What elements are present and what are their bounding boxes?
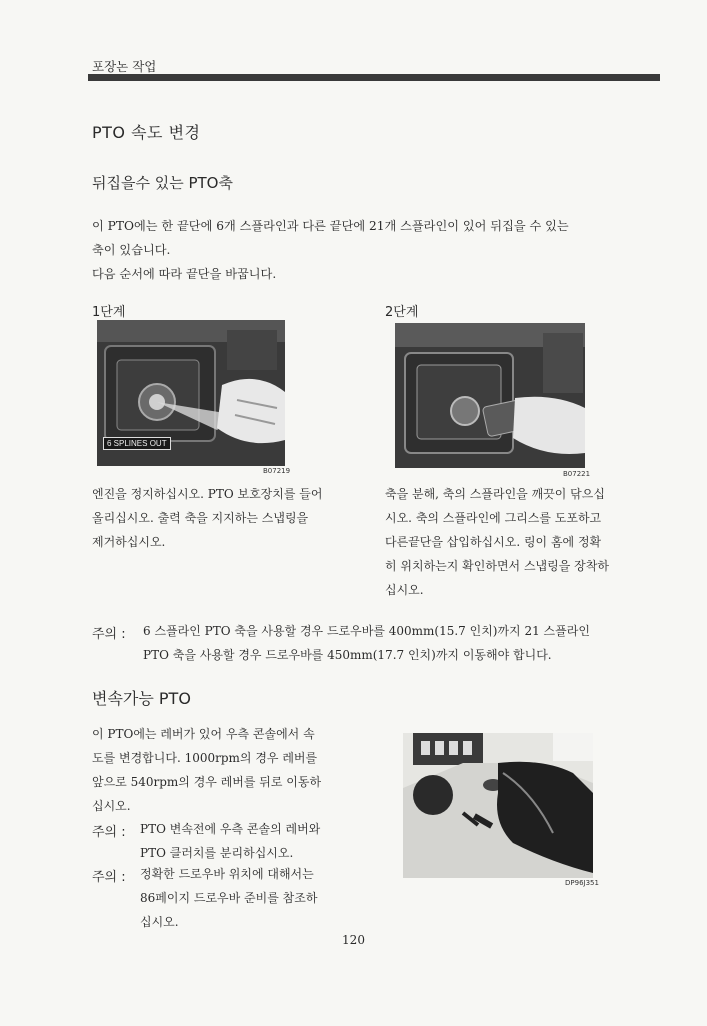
splines-out-label: 6 SPLINES OUT: [103, 437, 171, 450]
note-b-text: [140, 862, 365, 934]
step-2-photo: [395, 323, 585, 468]
note-1-line: 6 스플라인 PTO 축을 사용할 경우 드로우바를 400mm(15.7 인치)까지 21 스플라인: [143, 624, 590, 638]
note-1-label: 주의 :: [92, 627, 126, 642]
console-lever-photo: [403, 733, 593, 878]
note-a-line: PTO 클러치를 분리하십시오.: [140, 846, 294, 860]
variable-pto-line: 십시오.: [92, 799, 131, 813]
step-2-photo-code: B07221: [563, 470, 591, 478]
step-1-line: 제거하십시오.: [92, 535, 166, 549]
note-1-line: PTO 축을 사용할 경우 드로우바를 450mm(17.7 인치)까지 이동해야 합니다.: [143, 648, 552, 662]
console-photo-code: DP96J351: [565, 879, 599, 887]
step-2-line: 시오. 축의 스플라인에 그리스를 도포하고: [385, 511, 602, 525]
section-title: PTO 속도 변경: [92, 123, 201, 142]
step-2-text: [385, 482, 661, 602]
step-2-line: 히 위치하는지 확인하면서 스냅링을 장착하: [385, 559, 609, 573]
intro-paragraph: [92, 214, 664, 286]
variable-pto-title: 변속가능 PTO: [92, 689, 191, 708]
note-1-text: [143, 619, 663, 667]
console-photo: [403, 733, 593, 878]
step-1-title: 1단계: [92, 305, 126, 320]
step-1-text: [92, 482, 364, 554]
note-a-text: [140, 817, 365, 865]
variable-pto-line: 이 PTO에는 레버가 있어 우측 콘솔에서 속: [92, 727, 315, 741]
running-header: 포장논 작업: [92, 59, 157, 74]
note-b-line: 십시오.: [140, 915, 179, 929]
note-b-line: 86페이지 드로우바 준비를 참조하: [140, 891, 318, 905]
step-1-photo-code: B07219: [263, 467, 291, 475]
page-number: 120: [342, 933, 365, 947]
step-1-photo: [97, 320, 285, 466]
note-a-label: 주의 :: [92, 825, 126, 840]
variable-pto-line: 앞으로 540rpm의 경우 레버를 뒤로 이동하: [92, 775, 322, 789]
step-1-line: 엔진을 정지하십시오. PTO 보호장치를 들어: [92, 487, 323, 501]
note-b-line: 정확한 드로우바 위치에 대해서는: [140, 867, 314, 881]
step-2-line: 다른끝단을 삽입하십시오. 링이 홈에 정확: [385, 535, 602, 549]
step-2-line: 축을 분해, 축의 스플라인을 깨끗이 닦으십: [385, 487, 605, 501]
section-subtitle: 뒤집을수 있는 PTO축: [92, 174, 233, 192]
step-2-line: 십시오.: [385, 583, 424, 597]
variable-pto-line: 도를 변경합니다. 1000rpm의 경우 레버를: [92, 751, 318, 765]
header-rule: [88, 74, 660, 81]
intro-line: 다음 순서에 따라 끝단을 바꿉니다.: [92, 267, 277, 281]
note-b-label: 주의 :: [92, 870, 126, 885]
intro-line: 이 PTO에는 한 끝단에 6개 스플라인과 다른 끝단에 21개 스플라인이 있어 뒤집을 수 있는: [92, 219, 569, 233]
intro-line: 축이 있습니다.: [92, 243, 171, 257]
variable-pto-text: [92, 722, 364, 818]
step-2-title: 2단계: [385, 305, 419, 320]
note-a-line: PTO 변속전에 우측 콘솔의 레버와: [140, 822, 321, 836]
step-1-line: 올리십시오. 출력 축을 지지하는 스냅링을: [92, 511, 309, 525]
tractor-pto-photo-2: [395, 323, 585, 468]
